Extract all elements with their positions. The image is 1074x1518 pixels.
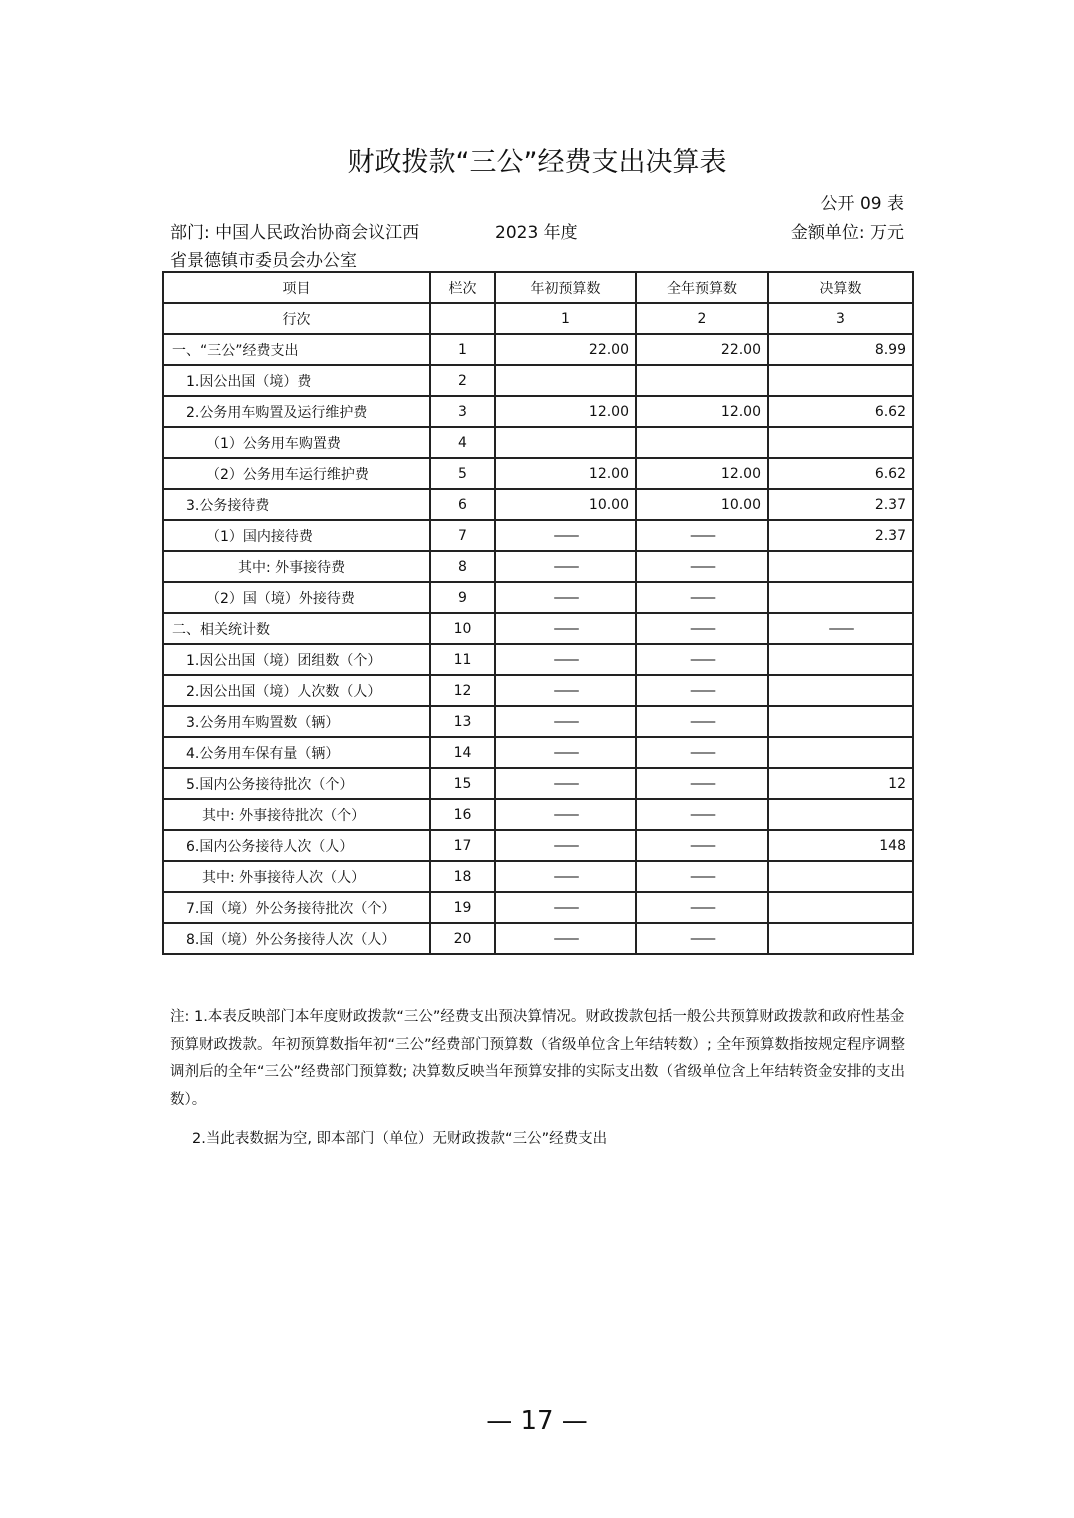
row-number-cell: 14 <box>430 737 495 768</box>
item-cell: （1）国内接待费 <box>163 520 430 551</box>
item-cell: 其中: 外事接待人次（人） <box>163 861 430 892</box>
table-row <box>163 551 913 582</box>
table-row <box>163 458 913 489</box>
table-row <box>163 830 913 861</box>
fiscal-year: 2023 年度 <box>495 223 578 243</box>
full-year-budget-cell: —— <box>636 644 768 675</box>
final-accounts-cell: —— <box>768 613 913 644</box>
initial-budget-cell: 12.00 <box>495 396 636 427</box>
header-item: 项目 <box>163 272 430 303</box>
row-number-cell: 18 <box>430 861 495 892</box>
initial-budget-cell: —— <box>495 613 636 644</box>
final-accounts-cell <box>768 365 913 396</box>
row-number-cell: 20 <box>430 923 495 954</box>
full-year-budget-cell: —— <box>636 706 768 737</box>
table-row <box>163 737 913 768</box>
final-accounts-cell <box>768 427 913 458</box>
full-year-budget-cell: —— <box>636 737 768 768</box>
item-cell: （2）国（境）外接待费 <box>163 582 430 613</box>
initial-budget-cell: —— <box>495 861 636 892</box>
row-number-cell: 8 <box>430 551 495 582</box>
initial-budget-cell: —— <box>495 892 636 923</box>
row-number-cell: 10 <box>430 613 495 644</box>
table-row <box>163 489 913 520</box>
row-number-cell: 17 <box>430 830 495 861</box>
final-accounts-cell <box>768 799 913 830</box>
table-row <box>163 706 913 737</box>
row-number-cell: 5 <box>430 458 495 489</box>
full-year-budget-cell: 12.00 <box>636 458 768 489</box>
initial-budget-cell: —— <box>495 799 636 830</box>
final-accounts-cell <box>768 706 913 737</box>
full-year-budget-cell: 12.00 <box>636 396 768 427</box>
final-accounts-cell <box>768 861 913 892</box>
item-cell: 1.因公出国（境）费 <box>163 365 430 396</box>
full-year-budget-cell: —— <box>636 861 768 892</box>
initial-budget-cell: —— <box>495 768 636 799</box>
table-row <box>163 861 913 892</box>
item-cell: （1）公务用车购置费 <box>163 427 430 458</box>
table-header-row <box>163 272 913 303</box>
table-row <box>163 427 913 458</box>
table-row <box>163 365 913 396</box>
initial-budget-cell: —— <box>495 830 636 861</box>
table-subheader-row <box>163 303 913 334</box>
initial-budget-cell: —— <box>495 675 636 706</box>
row-number-cell: 1 <box>430 334 495 365</box>
item-cell: 2.公务用车购置及运行维护费 <box>163 396 430 427</box>
department-line-1: 部门: 中国人民政治协商会议江西 <box>170 223 420 243</box>
initial-budget-cell: 22.00 <box>495 334 636 365</box>
final-accounts-cell <box>768 644 913 675</box>
initial-budget-cell: 12.00 <box>495 458 636 489</box>
note-2: 2.当此表数据为空, 即本部门（单位）无财政拨款“三公”经费支出 <box>192 1131 608 1147</box>
row-number-cell: 7 <box>430 520 495 551</box>
row-number-cell: 15 <box>430 768 495 799</box>
full-year-budget-cell: —— <box>636 675 768 706</box>
item-cell: 二、相关统计数 <box>163 613 430 644</box>
initial-budget-cell: —— <box>495 520 636 551</box>
table-row <box>163 892 913 923</box>
item-cell: （2）公务用车运行维护费 <box>163 458 430 489</box>
initial-budget-cell: —— <box>495 551 636 582</box>
final-accounts-cell <box>768 582 913 613</box>
row-number-cell: 6 <box>430 489 495 520</box>
full-year-budget-cell: —— <box>636 582 768 613</box>
row-number-cell: 4 <box>430 427 495 458</box>
form-number: 公开 09 表 <box>820 194 904 214</box>
item-cell: 6.国内公务接待人次（人） <box>163 830 430 861</box>
table-row <box>163 675 913 706</box>
row-number-cell: 19 <box>430 892 495 923</box>
final-accounts-cell: 6.62 <box>768 458 913 489</box>
final-accounts-cell: 2.37 <box>768 489 913 520</box>
final-accounts-cell: 6.62 <box>768 396 913 427</box>
subheader-col-1: 1 <box>495 303 636 334</box>
initial-budget-cell: —— <box>495 706 636 737</box>
page-number: — 17 — <box>486 1406 588 1436</box>
row-number-cell: 11 <box>430 644 495 675</box>
row-number-cell: 16 <box>430 799 495 830</box>
item-cell: 7.国（境）外公务接待批次（个） <box>163 892 430 923</box>
final-accounts-cell: 12 <box>768 768 913 799</box>
table-row <box>163 582 913 613</box>
row-number-cell: 12 <box>430 675 495 706</box>
subheader-col-2: 2 <box>636 303 768 334</box>
initial-budget-cell <box>495 427 636 458</box>
table-row <box>163 799 913 830</box>
item-cell: 3.公务接待费 <box>163 489 430 520</box>
subheader-blank <box>430 303 495 334</box>
amount-unit: 金额单位: 万元 <box>790 223 904 243</box>
final-accounts-cell <box>768 675 913 706</box>
final-accounts-cell <box>768 923 913 954</box>
header-full-year-budget: 全年预算数 <box>636 272 768 303</box>
item-cell: 4.公务用车保有量（辆） <box>163 737 430 768</box>
table-row <box>163 613 913 644</box>
full-year-budget-cell: —— <box>636 923 768 954</box>
full-year-budget-cell: —— <box>636 520 768 551</box>
expense-table <box>162 271 914 955</box>
item-cell: 其中: 外事接待费 <box>163 551 430 582</box>
header-final-accounts: 决算数 <box>768 272 913 303</box>
final-accounts-cell <box>768 551 913 582</box>
table-row <box>163 768 913 799</box>
initial-budget-cell: —— <box>495 737 636 768</box>
final-accounts-cell: 148 <box>768 830 913 861</box>
subheader-col-3: 3 <box>768 303 913 334</box>
row-number-cell: 2 <box>430 365 495 396</box>
final-accounts-cell <box>768 737 913 768</box>
full-year-budget-cell: —— <box>636 613 768 644</box>
table-row <box>163 334 913 365</box>
final-accounts-cell: 2.37 <box>768 520 913 551</box>
table-row <box>163 644 913 675</box>
note-1: 注: 1.本表反映部门本年度财政拨款“三公”经费支出预决算情况。财政拨款包括一般公共预算财政拨款和政府性基金预算财政拨款。年初预算数指年初“三公”经费部门预算数（省级单位含上年结转数）; 全年预算数指按规定程序调整调剂后的全年“三公”经费部门预算数; 决算数反映当年预算安排的实际支出数（省级单位含上年结转资金安排的支出数）。 <box>170 1009 906 1108</box>
final-accounts-cell <box>768 892 913 923</box>
header-initial-budget: 年初预算数 <box>495 272 636 303</box>
item-cell: 其中: 外事接待批次（个） <box>163 799 430 830</box>
department-line-2: 省景德镇市委员会办公室 <box>170 251 357 271</box>
item-cell: 2.因公出国（境）人次数（人） <box>163 675 430 706</box>
initial-budget-cell: —— <box>495 582 636 613</box>
full-year-budget-cell: 10.00 <box>636 489 768 520</box>
full-year-budget-cell <box>636 427 768 458</box>
page-title: 财政拨款“三公”经费支出决算表 <box>347 147 727 178</box>
header-column-no: 栏次 <box>430 272 495 303</box>
full-year-budget-cell <box>636 365 768 396</box>
item-cell: 一、“三公”经费支出 <box>163 334 430 365</box>
row-number-cell: 13 <box>430 706 495 737</box>
full-year-budget-cell: —— <box>636 551 768 582</box>
row-number-cell: 9 <box>430 582 495 613</box>
full-year-budget-cell: 22.00 <box>636 334 768 365</box>
subheader-row-no: 行次 <box>163 303 430 334</box>
full-year-budget-cell: —— <box>636 799 768 830</box>
table-row <box>163 923 913 954</box>
item-cell: 3.公务用车购置数（辆） <box>163 706 430 737</box>
full-year-budget-cell: —— <box>636 768 768 799</box>
item-cell: 1.因公出国（境）团组数（个） <box>163 644 430 675</box>
full-year-budget-cell: —— <box>636 830 768 861</box>
initial-budget-cell: 10.00 <box>495 489 636 520</box>
final-accounts-cell: 8.99 <box>768 334 913 365</box>
item-cell: 5.国内公务接待批次（个） <box>163 768 430 799</box>
row-number-cell: 3 <box>430 396 495 427</box>
initial-budget-cell: —— <box>495 644 636 675</box>
initial-budget-cell: —— <box>495 923 636 954</box>
table-row <box>163 520 913 551</box>
table-row <box>163 396 913 427</box>
initial-budget-cell <box>495 365 636 396</box>
item-cell: 8.国（境）外公务接待人次（人） <box>163 923 430 954</box>
full-year-budget-cell: —— <box>636 892 768 923</box>
